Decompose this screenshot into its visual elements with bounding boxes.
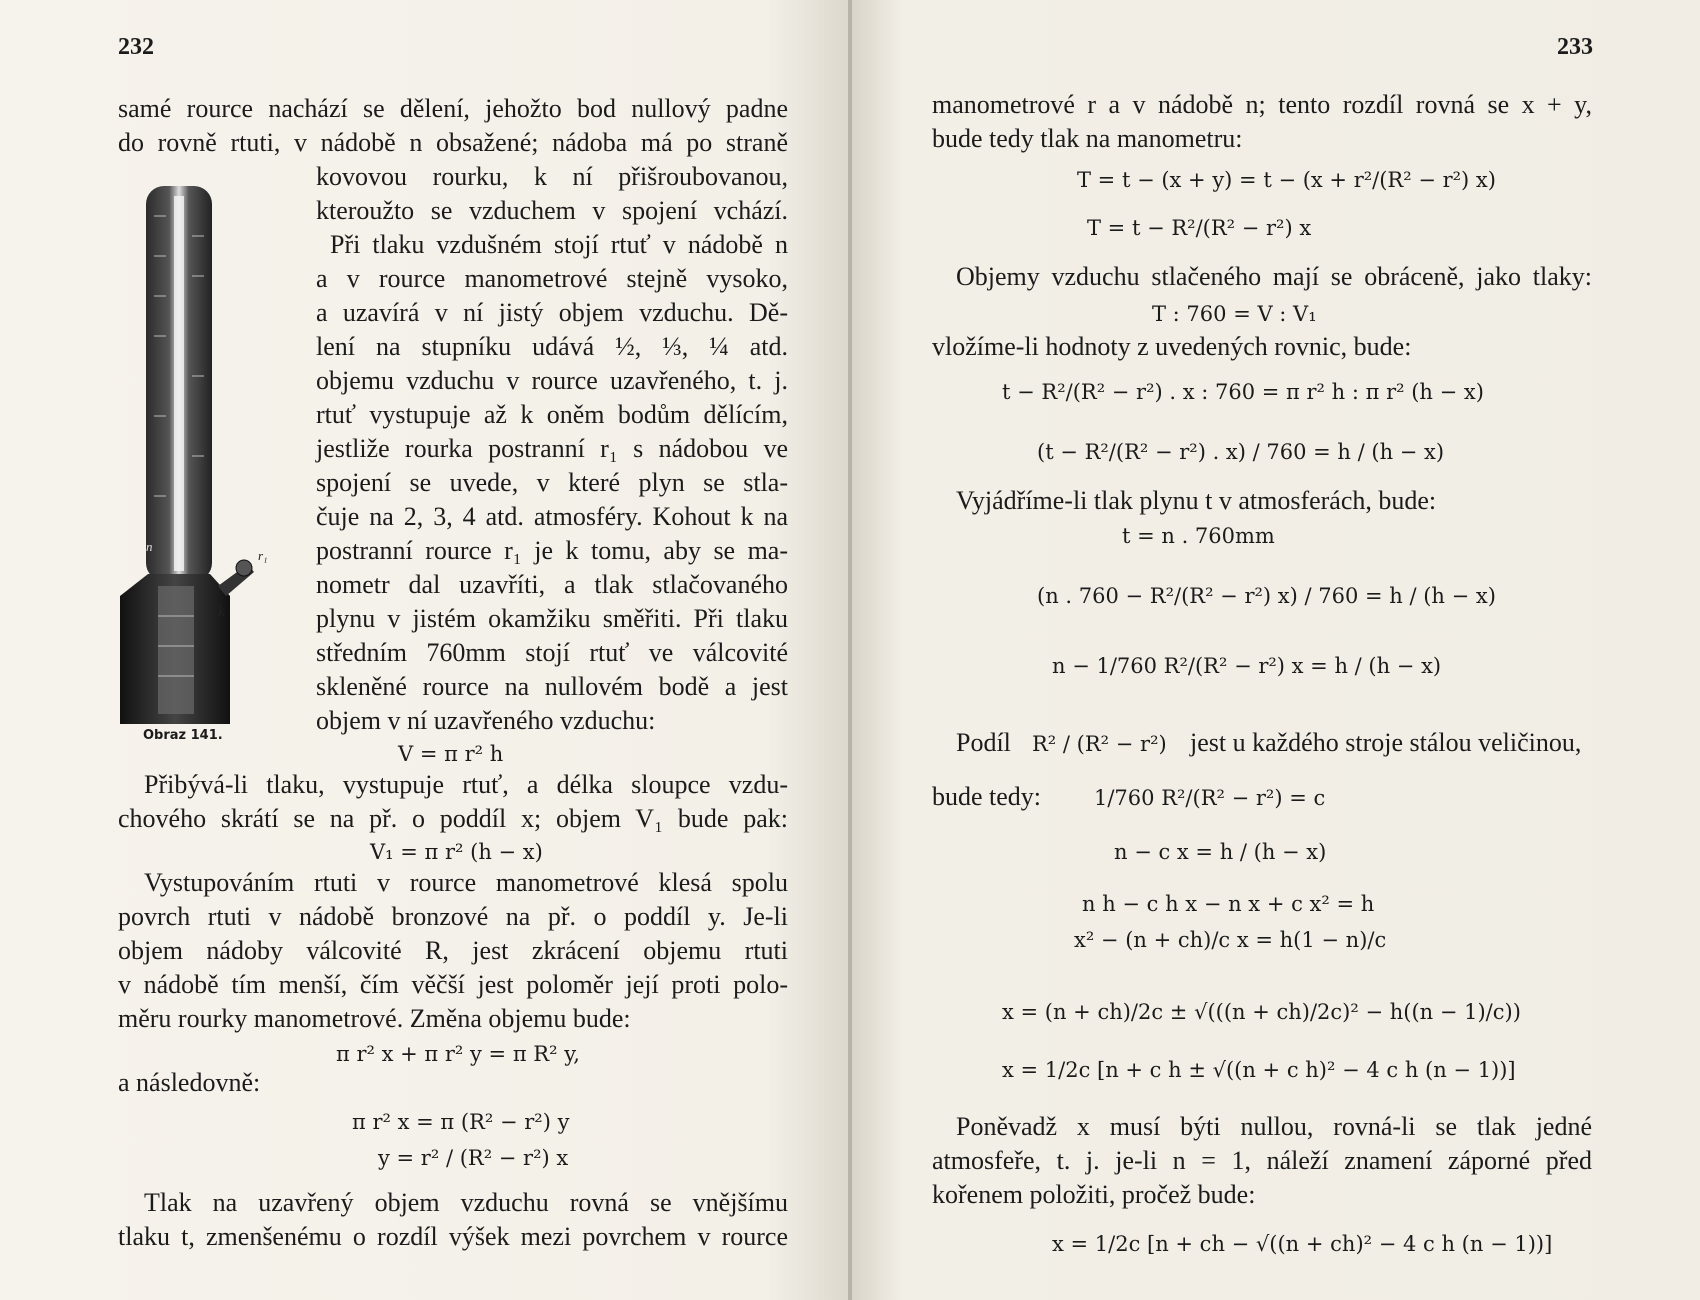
text-line: kteroužto se vzduchem v spojení vchází. (316, 196, 788, 225)
text-line: jest u každého stroje stálou veličinou, (1190, 728, 1582, 757)
text-line: kovovou rourku, k ní přišroubovanou, (316, 162, 788, 191)
text-line: do rovně rtuti, v nádobě n obsažené; nádoba má po straně (118, 128, 788, 157)
text-line: vložíme-li hodnoty z uvedených rovnic, bude: (932, 332, 1412, 361)
text-line: nometr dal uzavříti, a tlak stlačovaného (316, 570, 788, 599)
equation: 1/760 R²/(R² − r²) = c (1094, 786, 1326, 810)
text-line: samé rource nachází se dělení, jehožto bod nullový padne (118, 94, 788, 123)
text-line: chového skrátí se na př. o poddíl x; objem V₁ bude pak: (118, 804, 788, 833)
equation: x = (n + ch)/2c ± √(((n + ch)/2c)² − h((n − 1)/c)) (1002, 1000, 1521, 1024)
equation: T : 760 = V : V₁ (1152, 302, 1317, 326)
text-line: lení na stupníku udává ½, ⅓, ¼ atd. (316, 332, 788, 361)
text-line: povrch rtuti v nádobě bronzové na př. o poddíl y. Je-li (118, 902, 788, 931)
text-line: manometrové r a v nádobě n; tento rozdíl rovná se x + y, (932, 90, 1592, 119)
text-line: Vyjádříme-li tlak plynu t v atmosferách, bude: (956, 486, 1437, 515)
right-page (852, 0, 1700, 1300)
label-r1: r₁ (258, 548, 268, 563)
text-line: a uzavírá v ní jistý objem vzduchu. Dě- (316, 298, 788, 327)
equation: x = 1/2c [n + ch − √((n + ch)² − 4 c h (n − 1))] (1052, 1232, 1553, 1256)
text-line: jestliže rourka postranní r₁ s nádobou ve (316, 434, 788, 463)
equation: π r² x = π (R² − r²) y (352, 1110, 570, 1134)
text-line: Při tlaku vzdušném stojí rtuť v nádobě n (330, 230, 788, 259)
equation: T = t − (x + y) = t − (x + r²/(R² − r²) x) (1077, 168, 1496, 192)
text-line: středním 760mm stojí rtuť ve válcovité (316, 638, 788, 667)
text-line: v nádobě tím menší, čím věčší jest poloměr její proti polo- (118, 970, 788, 999)
manometer-illustration (118, 176, 296, 736)
text-line: měru rourky manometrové. Změna objemu bude: (118, 1004, 631, 1033)
equation: x² − (n + ch)/c x = h(1 − n)/c (1074, 928, 1387, 952)
text-line: spojení se uvede, v které plyn se stla- (316, 468, 788, 497)
text-line: čuje na 2, 3, 4 atd. atmosféry. Kohout k na (316, 502, 788, 531)
figure-caption: Obraz 141. (143, 728, 223, 743)
text-line: bude tedy tlak na manometru: (932, 124, 1243, 153)
equation: t = n . 760mm (1122, 524, 1275, 548)
label-n: n (146, 539, 153, 554)
text-line: Objemy vzduchu stlačeného mají se obráceně, jako tlaky: (956, 262, 1592, 291)
equation: n h − c h x − n x + c x² = h (1082, 892, 1375, 916)
equation: R² / (R² − r²) (1032, 732, 1167, 756)
page-number: 232 (118, 34, 154, 60)
equation: y = r² / (R² − r²) x (378, 1146, 569, 1170)
equation: n − c x = h / (h − x) (1114, 840, 1327, 864)
text-line: Poněvadž x musí býti nullou, rovná-li se tlak jedné (956, 1112, 1592, 1141)
equation: T = t − R²/(R² − r²) x (1087, 216, 1312, 240)
text-line: Vystupováním rtuti v rource manometrové klesá spolu (144, 868, 788, 897)
text-line: skleněné rource na nullovém bodě a jest (316, 672, 788, 701)
equation: t − R²/(R² − r²) . x : 760 = π r² h : π r² (h − x) (1002, 380, 1484, 404)
text-line: postranní rource r₁ je k tomu, aby se ma- (316, 536, 788, 565)
equation: x = 1/2c [n + c h ± √((n + c h)² − 4 c h (n − 1))] (1002, 1058, 1516, 1082)
text-line: Podíl (956, 728, 1011, 757)
page-number: 233 (1557, 34, 1593, 60)
equation: π r² x + π r² y = π R² y, (336, 1042, 580, 1066)
glass-tube (174, 196, 184, 571)
equation: (n . 760 − R²/(R² − r²) x) / 760 = h / (h − x) (1037, 584, 1496, 608)
text-line: objem nádoby válcovité R, jest zkrácení objemu rtuti (118, 936, 788, 965)
equation: n − 1/760 R²/(R² − r²) x = h / (h − x) (1052, 654, 1442, 678)
text-line: atmosfeře, t. j. je-li n = 1, náleží znamení záporné před (932, 1146, 1592, 1175)
text-line: a následovně: (118, 1068, 261, 1097)
vessel-inner (158, 586, 194, 714)
text-line: objemu vzduchu v rource uzavřeného, t. j. (316, 366, 788, 395)
equation: (t − R²/(R² − r²) . x) / 760 = h / (h − x) (1037, 440, 1445, 464)
text-line: plynu v jistém okamžiku směřiti. Při tlaku (316, 604, 788, 633)
text-line: bude tedy: (932, 782, 1042, 811)
text-line: objem v ní uzavřeného vzduchu: (316, 706, 656, 735)
text-line: a v rource manometrové stejně vysoko, (316, 264, 788, 293)
stopcock-k (236, 560, 252, 576)
label-k: k (218, 604, 225, 620)
equation: V₁ = π r² (h − x) (370, 840, 543, 864)
equation: V = π r² h (398, 742, 504, 766)
text-line: Tlak na uzavřený objem vzduchu rovná se vnějšímu (144, 1188, 788, 1217)
text-line: Přibývá-li tlaku, vystupuje rtuť, a délka sloupce vzdu- (144, 770, 788, 799)
text-line: tlaku t, zmenšenému o rozdíl výšek mezi povrchem v rource (118, 1222, 788, 1251)
text-line: rtuť vystupuje až k oněm bodům dělícím, (316, 400, 788, 429)
text-line: kořenem položiti, pročež bude: (932, 1180, 1256, 1209)
